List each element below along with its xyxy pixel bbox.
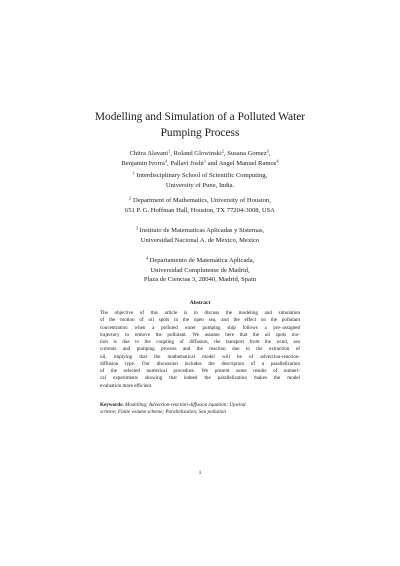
keywords-text: Modelling; Advection-reaction-diffusion equation; Upwind bbox=[123, 402, 246, 408]
affiliation-mark: 3 bbox=[135, 225, 138, 231]
abstract-line: cal experiments showing that indeed the parallelization makes the model bbox=[100, 375, 300, 382]
affiliation-line: Plaza de Ciencias 3, 28040, Madrid, Spain bbox=[143, 276, 257, 284]
abstract-line: trajectory to remove the pollutant. We assume here that the oil spots mo- bbox=[100, 331, 300, 338]
author-name: Benjamin Ivorra bbox=[121, 160, 165, 167]
title-line: Pumping Process bbox=[160, 127, 240, 139]
author-affiliation-mark: 1 bbox=[168, 148, 171, 154]
author-affiliation-mark: 3 bbox=[266, 148, 269, 154]
affiliation-line: Universidad Complutense de Madrid, bbox=[150, 266, 250, 274]
keywords bbox=[100, 402, 300, 417]
affiliation-line bbox=[60, 196, 340, 206]
author-line bbox=[60, 159, 340, 169]
title-line: Modelling and Simulation of a Polluted Water bbox=[94, 111, 306, 123]
author-list bbox=[60, 149, 340, 169]
affiliation-mark: 1 bbox=[132, 170, 135, 176]
keywords-label: Keywords: bbox=[100, 402, 124, 408]
abstract-line: diffusion type. Our discussion includes the description of a parallelization bbox=[100, 360, 300, 367]
affiliation-mark: 2 bbox=[129, 195, 132, 201]
abstract-body bbox=[100, 310, 300, 390]
author-name: , Roland Glowinski bbox=[170, 150, 222, 157]
affiliation-2 bbox=[60, 196, 340, 215]
author-affiliation-mark: 4 bbox=[164, 158, 168, 164]
abstract-line: concentration when a polluted water pumping ship follows a pre–assigned bbox=[100, 324, 300, 331]
affiliation-line: 651 P. G. Hoffman Hall, Houston, TX 77204-3008, USA bbox=[124, 206, 276, 214]
affiliation-line bbox=[60, 226, 340, 236]
abstract-heading: Abstract bbox=[189, 300, 211, 306]
abstract-line: of the motion of oil spots in the open sea, and the effect on the pollutant bbox=[100, 317, 300, 324]
author-name: , Susana Gomez bbox=[223, 150, 267, 157]
author-line bbox=[60, 149, 340, 159]
affiliation-3 bbox=[60, 226, 340, 245]
page-number: 1 bbox=[198, 470, 202, 476]
affiliation-text: Departamento de Matemática Aplicada, bbox=[149, 257, 255, 264]
affiliation-4 bbox=[60, 256, 340, 285]
affiliation-1 bbox=[60, 171, 340, 190]
author-separator: , bbox=[268, 150, 271, 157]
author-affiliation-mark: 4 bbox=[276, 158, 279, 164]
affiliation-text: Instituto de Matematicas Aplicadas y Sistemas, bbox=[139, 227, 265, 234]
keywords-text: scheme; Finite volume scheme; Parallelization; Sea pollution bbox=[100, 409, 226, 416]
abstract-line: oil, implying that the mathematical model will be of advection-reaction- bbox=[100, 353, 300, 360]
keywords-line bbox=[100, 409, 300, 416]
affiliation-line bbox=[60, 256, 340, 266]
paper-title bbox=[60, 109, 340, 141]
author-name: and Angel Manuel Ramos bbox=[206, 160, 277, 167]
affiliation-line bbox=[60, 171, 340, 181]
affiliation-mark: 4 bbox=[145, 255, 148, 261]
affiliation-text: Interdisciplinary School of Scientific Computing, bbox=[136, 172, 268, 179]
author-affiliation-mark: 2 bbox=[221, 148, 224, 154]
author-affiliation-mark: 1 bbox=[203, 158, 207, 164]
keywords-line bbox=[100, 402, 300, 409]
author-name: , Pallavi Joshi bbox=[167, 160, 204, 167]
abstract-line: of the selected numerical procedure. We present some results of numeri- bbox=[100, 368, 300, 374]
abstract-line: The objective of this article is to discuss the modeling and simulation bbox=[100, 310, 300, 316]
affiliation-text: Department of Mathematics, University of Houston, bbox=[132, 197, 271, 204]
abstract-line: evaluation more efficient. bbox=[100, 382, 153, 389]
affiliation-line: University of Pune, India. bbox=[165, 181, 235, 189]
abstract-line: currents and pumping process and the reaction due to the extraction of bbox=[100, 346, 300, 353]
affiliation-line: Universidad Nacional A. de Mexico, Mexico bbox=[140, 236, 260, 244]
author-name: Chitra Alavani bbox=[129, 150, 169, 157]
abstract-line: tion is due to the coupling of diffusion, the transport from the wind, sea bbox=[100, 339, 300, 345]
